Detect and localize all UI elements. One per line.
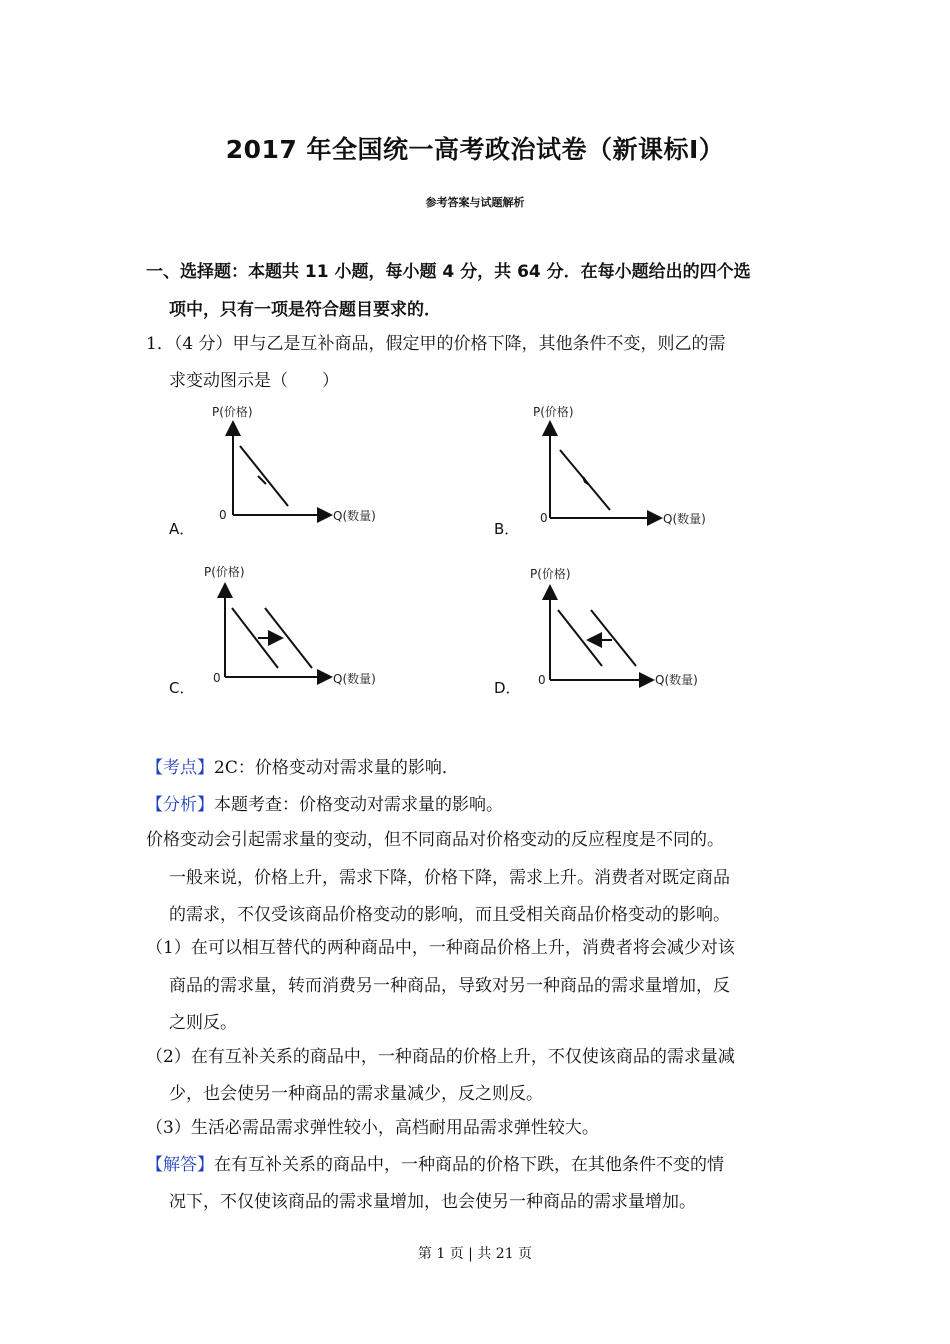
graph-c <box>200 558 400 688</box>
q-axis-label: Q(数量) <box>663 512 706 526</box>
fenxi-tag: 【分析】 <box>146 795 214 815</box>
page-subtitle: 参考答案与试题解析 <box>425 196 525 209</box>
question-line-1: 1．（4 分）甲与乙是互补商品，假定甲的价格下降，其他条件不变，则乙的需 <box>146 334 726 354</box>
demand-curve <box>240 446 288 506</box>
body-paragraph-1-line-1: 价格变动会引起需求量的变动，但不同商品对价格变动的反应程度是不同的。 <box>146 830 724 850</box>
page-footer: 第 1 页 | 共 21 页 <box>417 1246 533 1262</box>
jieda-line-1 <box>146 1150 724 1175</box>
question-line-2: 求变动图示是（ ） <box>169 371 339 391</box>
option-a-label: A． <box>169 520 195 538</box>
section-heading-line-2: 项中，只有一项是符合题目要求的． <box>169 300 441 320</box>
option-c-label: C． <box>169 679 195 697</box>
body-paragraph-4-line-1: （3）生活必需品需求弹性较小，高档耐用品需求弹性较大。 <box>146 1118 599 1138</box>
origin-label: 0 <box>213 671 221 685</box>
demand-curve-original <box>591 610 636 666</box>
jieda-line-2: 况下，不仅使该商品的需求量增加，也会使另一种商品的需求量增加。 <box>169 1192 696 1212</box>
kaodian-text: 2C：价格变动对需求量的影响． <box>214 758 459 778</box>
jieda-text-1: 在有互补关系的商品中，一种商品的价格下跌，在其他条件不变的情 <box>214 1155 724 1175</box>
fenxi-line <box>146 790 503 815</box>
body-paragraph-1-line-2: 一般来说，价格上升，需求下降，价格下降，需求上升。消费者对既定商品 <box>169 868 730 888</box>
origin-label: 0 <box>219 508 227 522</box>
origin-label: 0 <box>540 511 548 525</box>
up-arrow-icon <box>583 477 588 484</box>
q-axis-label: Q(数量) <box>655 673 698 687</box>
origin-label: 0 <box>538 673 546 687</box>
q-axis-label: Q(数量) <box>333 509 376 523</box>
body-paragraph-3-line-1: （2）在有互补关系的商品中，一种商品的价格上升，不仅使该商品的需求量减 <box>146 1047 735 1067</box>
kaodian-line <box>146 753 459 778</box>
graph-b <box>525 398 725 528</box>
jieda-tag: 【解答】 <box>146 1155 214 1175</box>
graph-d <box>525 558 725 688</box>
option-d-label: D． <box>494 679 521 697</box>
graph-a <box>200 398 400 528</box>
p-axis-label: P(价格) <box>533 405 574 419</box>
body-paragraph-3-line-2: 少，也会使另一种商品的需求量减少，反之则反。 <box>169 1084 543 1104</box>
section-heading-line-1: 一、选择题：本题共 11 小题，每小题 4 分，共 64 分．在每小题给出的四个选 <box>146 262 751 282</box>
body-paragraph-2-line-2: 商品的需求量，转而消费另一种商品，导致对另一种商品的需求量增加，反 <box>169 976 730 996</box>
p-axis-label: P(价格) <box>204 565 245 579</box>
demand-curve-shifted <box>558 610 602 666</box>
body-paragraph-1-line-3: 的需求，不仅受该商品价格变动的影响，而且受相关商品价格变动的影响。 <box>169 905 730 925</box>
p-axis-label: P(价格) <box>530 567 571 581</box>
page-title: 2017 年全国统一高考政治试卷（新课标Ⅰ） <box>225 135 725 164</box>
fenxi-text: 本题考查：价格变动对需求量的影响。 <box>214 795 503 815</box>
body-paragraph-2-line-3: 之则反。 <box>169 1013 237 1033</box>
body-paragraph-2-line-1: （1）在可以相互替代的两种商品中，一种商品价格上升，消费者将会减少对该 <box>146 938 735 958</box>
q-axis-label: Q(数量) <box>333 672 376 686</box>
p-axis-label: P(价格) <box>212 405 253 419</box>
option-b-label: B． <box>494 520 520 538</box>
kaodian-tag: 【考点】 <box>146 758 214 778</box>
